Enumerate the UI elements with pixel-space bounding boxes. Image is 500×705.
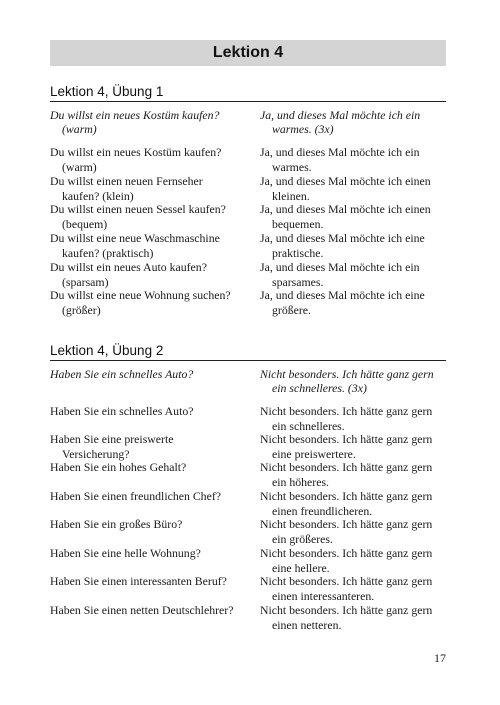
- item-answer-line: warmes.: [272, 159, 312, 174]
- item-answer-line: bequemen.: [272, 216, 324, 231]
- item-answer-line: ein größeres.: [272, 531, 333, 546]
- example-answer-line: ein schnelleres. (3x): [272, 381, 367, 395]
- item-answer-line: Ja, und dieses Mal möchte ich einen: [260, 202, 431, 216]
- item-answer-line: einen freundlicheren.: [272, 503, 373, 518]
- item-answer-line: Ja, und dieses Mal möchte ich eine: [260, 288, 425, 302]
- item-answer-line: eine hellere.: [272, 560, 330, 575]
- item-answer-line: Nicht besonders. Ich hätte ganz gern: [260, 460, 433, 474]
- item-prompt-line: (warm): [62, 159, 97, 174]
- item-answer-line: Nicht besonders. Ich hätte ganz gern: [260, 432, 433, 446]
- example-prompt-line: Haben Sie ein schnelles Auto?: [50, 367, 194, 381]
- item-prompt-line: Haben Sie ein schnelles Auto?: [50, 404, 194, 418]
- item-prompt-line: (größer): [62, 302, 101, 317]
- item-prompt-line: Du willst ein neues Auto kaufen?: [50, 260, 207, 274]
- item-answer-line: einen interessanteren.: [272, 588, 375, 603]
- item-answer-line: Ja, und dieses Mal möchte ich ein: [260, 260, 420, 274]
- item-answer-line: praktische.: [272, 245, 324, 260]
- page-number: 17: [434, 651, 446, 665]
- item-prompt-line: Du willst einen neuen Fernseher: [50, 174, 203, 188]
- example-prompt-line: (warm): [62, 122, 97, 136]
- item-answer-line: sparsames.: [272, 274, 324, 289]
- item-prompt-line: Haben Sie eine helle Wohnung?: [50, 546, 201, 560]
- item-answer-line: ein höheres.: [272, 474, 329, 489]
- item-prompt-line: Haben Sie einen freundlichen Chef?: [50, 489, 221, 503]
- example-answer-line: Ja, und dieses Mal möchte ich ein: [260, 108, 421, 122]
- example-prompt-line: Du willst ein neues Kostüm kaufen?: [50, 108, 220, 122]
- exercise-2-heading: Lektion 4, Übung 2: [50, 343, 446, 361]
- item-prompt-line: Du willst eine neue Waschmaschine: [50, 231, 220, 245]
- item-answer-line: einen netteren.: [272, 617, 342, 632]
- item-answer-line: ein schnelleres.: [272, 418, 345, 433]
- item-answer-line: Ja, und dieses Mal möchte ich ein: [260, 145, 420, 159]
- item-answer-line: kleinen.: [272, 188, 310, 203]
- example-answer-line: warmes. (3x): [272, 122, 334, 136]
- item-answer-line: Nicht besonders. Ich hätte ganz gern: [260, 603, 433, 617]
- item-prompt-line: Du willst einen neuen Sessel kaufen?: [50, 202, 226, 216]
- item-prompt-line: Du willst ein neues Kostüm kaufen?: [50, 145, 222, 159]
- item-answer-line: Nicht besonders. Ich hätte ganz gern: [260, 489, 433, 503]
- lesson-title-banner: Lektion 4: [50, 40, 446, 66]
- exercise-1-heading: Lektion 4, Übung 1: [50, 84, 446, 102]
- item-prompt-line: Du willst eine neue Wohnung suchen?: [50, 288, 231, 302]
- item-prompt-line: kaufen? (klein): [62, 188, 134, 203]
- item-prompt-line: Haben Sie ein hohes Gehalt?: [50, 460, 187, 474]
- item-answer-line: Nicht besonders. Ich hätte ganz gern: [260, 517, 433, 531]
- item-answer-line: Nicht besonders. Ich hätte ganz gern: [260, 404, 433, 418]
- item-prompt-line: Haben Sie einen interessanten Beruf?: [50, 574, 227, 588]
- item-answer-line: größere.: [272, 302, 311, 317]
- item-prompt-line: (bequem): [62, 216, 108, 231]
- item-prompt-line: kaufen? (praktisch): [62, 245, 154, 260]
- item-prompt-line: Haben Sie ein großes Büro?: [50, 517, 183, 531]
- item-answer-line: Ja, und dieses Mal möchte ich einen: [260, 174, 431, 188]
- item-prompt-line: Haben Sie einen netten Deutschlehrer?: [50, 603, 234, 617]
- item-prompt-line: Haben Sie eine preiswerte: [50, 432, 174, 446]
- item-answer-line: Nicht besonders. Ich hätte ganz gern: [260, 546, 433, 560]
- item-answer-line: Nicht besonders. Ich hätte ganz gern: [260, 574, 433, 588]
- item-prompt-line: Versicherung?: [62, 446, 130, 461]
- item-prompt-line: (sparsam): [62, 274, 109, 289]
- example-answer-line: Nicht besonders. Ich hätte ganz gern: [260, 367, 434, 381]
- item-answer-line: eine preiswertere.: [272, 446, 356, 461]
- item-answer-line: Ja, und dieses Mal möchte ich eine: [260, 231, 425, 245]
